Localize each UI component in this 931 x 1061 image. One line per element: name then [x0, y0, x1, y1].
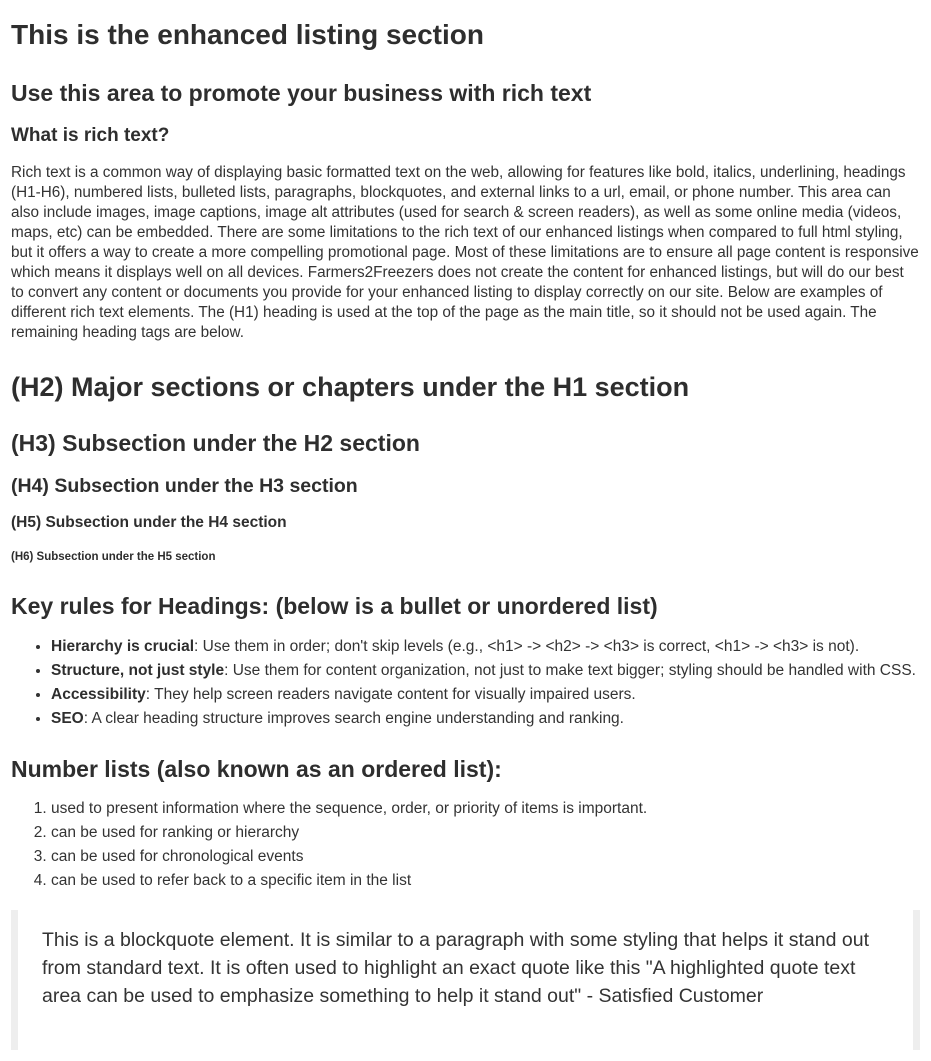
page-title: This is the enhanced listing section: [11, 19, 484, 50]
list-item: [51, 659, 920, 683]
list-item-term: Hierarchy is crucial: [51, 638, 195, 655]
list-item: 3. can be used for chronological events: [51, 845, 920, 869]
list-item: 4. can be used to refer back to a specific item in the list: [51, 869, 920, 893]
key-rules-heading: Key rules for Headings: (below is a bullet or unordered list): [11, 593, 658, 619]
heading-h3-example: (H3) Subsection under the H2 section: [11, 430, 420, 456]
rich-text-question: What is rich text?: [11, 125, 170, 146]
list-item-text: : Use them for content organization, not just to make text bigger; styling should be handled with CSS.: [224, 662, 916, 679]
page-subtitle: Use this area to promote your business with rich text: [11, 80, 592, 106]
intro-paragraph: Rich text is a common way of displaying basic formatted text on the web, allowing for features like bold, italics, underlining, headings (H1-H6), numbered lists, bulleted lists, paragraphs, blockquotes, and external links to a url, email, or phone number. This area can also include images, image captions, image alt attributes (used for search & screen readers), as well as some online media (videos, maps, etc) can be embedded. There are some limitations to the rich text of our enhanced listings when compared to full html styling, but it offers a way to create a more compelling promotional page. Most of these limitations are to ensure all page content is responsive which means it displays well on all devices. Farmers2Freezers does not create the content for enhanced listings, but will do our best to convert any content or documents you provide for your enhanced listing to display correctly on our site. Below are examples of different rich text elements. The (H1) heading is used at the top of the page as the main title, so it should not be used again. The remaining heading tags are below.: [11, 164, 919, 341]
list-item-term: SEO: [51, 710, 84, 727]
list-item: [51, 635, 920, 659]
key-rules-list: [11, 635, 920, 731]
list-item: 1. used to present information where the sequence, order, or priority of items is important.: [51, 797, 920, 821]
list-item: [51, 707, 920, 731]
list-item: [51, 683, 920, 707]
heading-h6-example: (H6) Subsection under the H5 section: [11, 551, 216, 563]
list-item-term: Accessibility: [51, 686, 146, 703]
number-list: [11, 797, 920, 893]
list-item-text: : They help screen readers navigate content for visually impaired users.: [145, 686, 636, 703]
list-item: 2. can be used for ranking or hierarchy: [51, 821, 920, 845]
list-item-term: Structure, not just style: [51, 662, 225, 679]
heading-h2-example: (H2) Major sections or chapters under the H1 section: [11, 372, 690, 402]
heading-h4-example: (H4) Subsection under the H3 section: [11, 475, 358, 497]
list-item-text: : Use them in order; don't skip levels (e.g., <h1> -> <h2> -> <h3> is correct, <h1> -> <h3> is not).: [194, 638, 860, 655]
list-item-text: : A clear heading structure improves search engine understanding and ranking.: [83, 710, 624, 727]
blockquote: This is a blockquote element. It is similar to a paragraph with some styling that helps it stand out from standard text. It is often used to highlight an exact quote like this "A highlighted quote text area can be used to emphasize something to help it stand out" - Satisfied Customer: [11, 910, 920, 1050]
number-lists-heading: Number lists (also known as an ordered list):: [11, 756, 502, 782]
heading-h5-example: (H5) Subsection under the H4 section: [11, 514, 287, 531]
